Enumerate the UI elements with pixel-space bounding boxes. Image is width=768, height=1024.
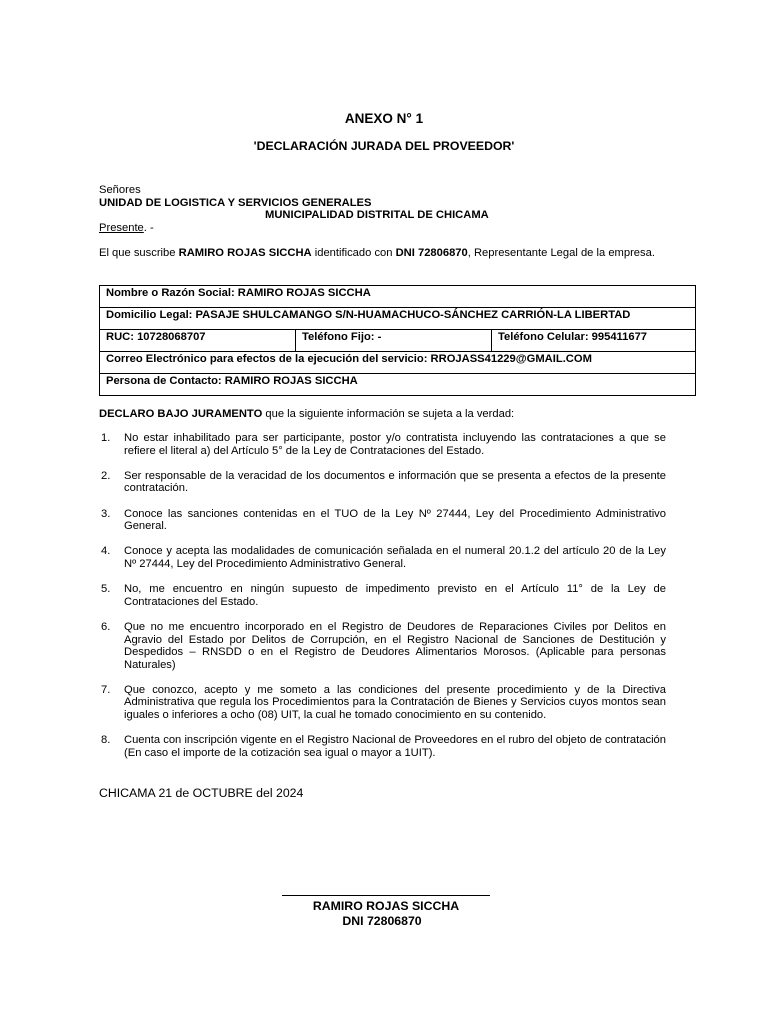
- item-number: 1.: [101, 432, 111, 444]
- list-item: [99, 734, 666, 759]
- item-text: No, me encuentro en ningún supuesto de impedimento previsto en el Artículo 11° de la Ley de Contrataciones del Estado.: [124, 583, 666, 608]
- document-title: 'DECLARACIÓN JURADA DEL PROVEEDOR': [253, 139, 515, 153]
- ruc-cell: RUC: 10728068707: [100, 330, 296, 352]
- intro-dni: DNI 72806870: [395, 247, 468, 259]
- list-item: [99, 621, 666, 671]
- intro-part1: El que suscribe: [99, 247, 179, 259]
- item-number: 7.: [101, 683, 111, 696]
- presente-word: Presente: [99, 221, 144, 234]
- provider-info-table: [99, 285, 696, 396]
- presente-line: [99, 222, 679, 235]
- intro-part2: identificado con: [311, 247, 396, 259]
- declaration-rest: que la siguiente información se sujeta a la verdad:: [262, 408, 515, 420]
- item-number: 6.: [101, 620, 111, 633]
- item-text: No estar inhabilitado para ser participante, postor y/o contratista incluyendo las contrataciones a que se refiere el literal a) del Artículo 5° de la Ley de Contrataciones del Estado.: [124, 432, 666, 457]
- contacto-cell: Persona de Contacto: RAMIRO ROJAS SICCHA: [100, 374, 696, 396]
- annex-title: ANEXO N° 1: [344, 111, 424, 126]
- signature-dni: DNI 72806870: [342, 914, 422, 928]
- table-row: [100, 352, 696, 374]
- table-row: [100, 374, 696, 396]
- addressee-entity: MUNICIPALIDAD DISTRITAL DE CHICAMA: [265, 209, 489, 222]
- intro-paragraph: [99, 247, 666, 260]
- item-text: Ser responsable de la veracidad de los documentos e información que se presenta a efectos de la presente contratación.: [124, 469, 666, 495]
- list-item: [99, 545, 666, 570]
- place-date: CHICAMA 21 de OCTUBRE del 2024: [99, 786, 304, 800]
- signature-line: [282, 895, 490, 896]
- addressee-block: [99, 184, 679, 234]
- list-item: [99, 583, 666, 608]
- list-item: [99, 432, 666, 457]
- list-item: [99, 470, 666, 495]
- signature-name: RAMIRO ROJAS SICCHA: [312, 899, 460, 913]
- salutation: Señores: [99, 184, 141, 196]
- razon-social-cell: Nombre o Razón Social: RAMIRO ROJAS SICCHA: [100, 286, 696, 308]
- item-text: Cuenta con inscripción vigente en el Registro Nacional de Proveedores en el rubro del objeto de contratación (En caso el importe de la cotización sea igual o mayor a 1UIT).: [124, 734, 666, 759]
- table-row: [100, 330, 696, 352]
- item-text: Conoce y acepta las modalidades de comunicación señalada en el numeral 20.1.2 del artículo 20 de la Ley Nº 27444, Ley del Procedimiento Administrativo General.: [124, 545, 666, 570]
- item-text: Conoce las sanciones contenidas en el TUO de la Ley Nº 27444, Ley del Procedimiento Administrativo General.: [124, 507, 666, 533]
- list-item: [99, 508, 666, 533]
- declaration-bold: DECLARO BAJO JURAMENTO: [99, 408, 263, 420]
- table-row: [100, 286, 696, 308]
- item-text: Que no me encuentro incorporado en el Registro de Deudores de Reparaciones Civiles por Delitos en Agravio del Estado por Delitos de Corrupción, en el Registro Nacional de Sanciones de Destitución y Despedidos – RNSDD o en el Registro de Deudores Alimentarios Morosos. (Aplicable para personas Naturales): [124, 620, 666, 671]
- item-number: 5.: [101, 583, 111, 596]
- intro-name: RAMIRO ROJAS SICCHA: [178, 247, 312, 259]
- correo-cell: Correo Electrónico para efectos de la ejecución del servicio: RROJASS41229@GMAIL.COM: [100, 352, 696, 374]
- domicilio-cell: Domicilio Legal: PASAJE SHULCAMANGO S/N-HUAMACHUCO-SÁNCHEZ CARRIÓN-LA LIBERTAD: [100, 308, 696, 330]
- telefono-fijo-cell: Teléfono Fijo: -: [296, 330, 492, 352]
- item-number: 2.: [101, 469, 111, 482]
- list-item: [99, 684, 666, 722]
- declaration-statement: [99, 408, 666, 421]
- telefono-celular-cell: Teléfono Celular: 995411677: [492, 330, 696, 352]
- item-number: 4.: [101, 545, 111, 558]
- table-row: [100, 308, 696, 330]
- item-text: Que conozco, acepto y me someto a las condiciones del presente procedimiento y de la Directiva Administrativa que regula los Procedimientos para la Contratación de Bienes y Servicios cuyos montos sean iguales o inferiores a ocho (08) UIT, la cual he tomado conocimiento en su contenido.: [124, 683, 666, 722]
- item-number: 3.: [101, 507, 111, 520]
- item-number: 8.: [101, 734, 111, 747]
- presente-suffix: . -: [143, 221, 154, 234]
- addressee-unit: UNIDAD DE LOGISTICA Y SERVICIOS GENERALES: [99, 196, 372, 209]
- intro-part3: , Representante Legal de la empresa.: [467, 247, 655, 259]
- declaration-list: [99, 432, 666, 759]
